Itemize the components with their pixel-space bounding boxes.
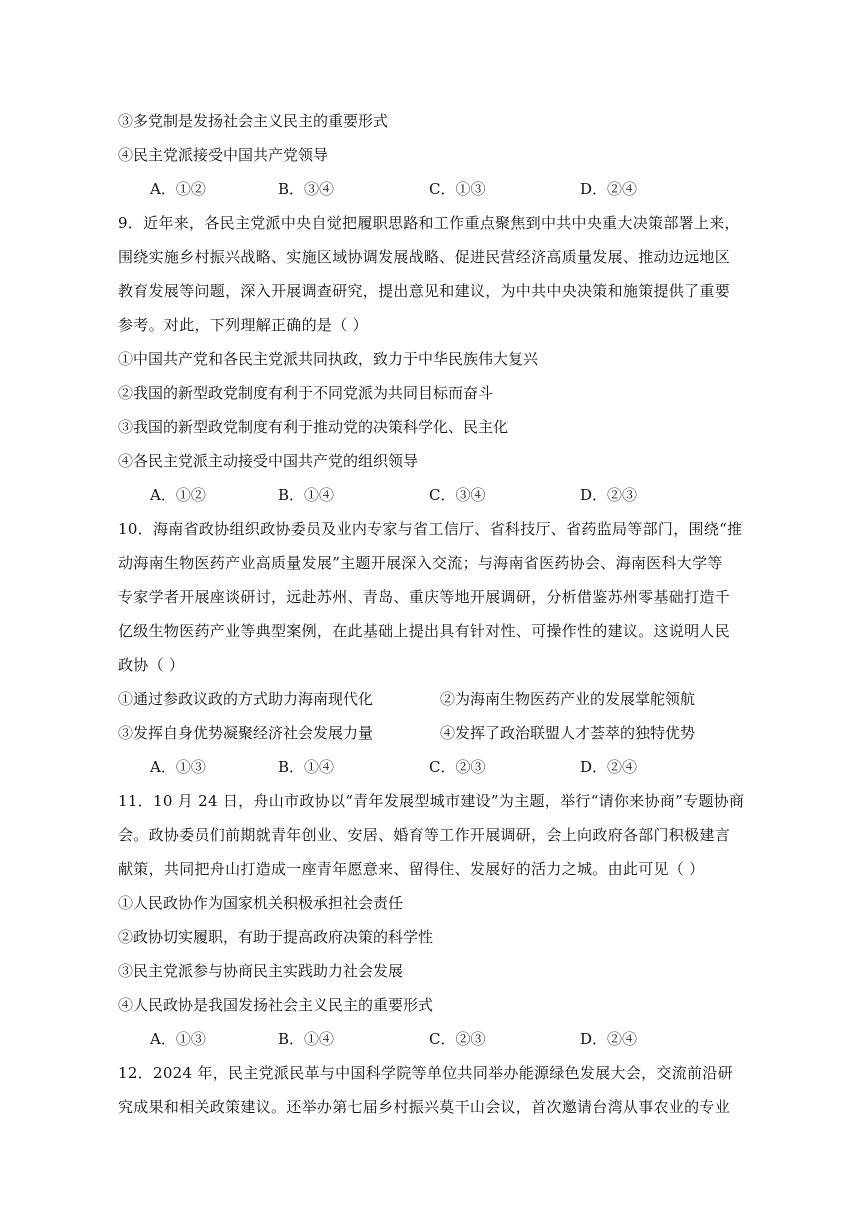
option-line: ③多党制是发扬社会主义民主的重要形式 [118, 112, 389, 130]
choice-b[interactable]: B．①④ [278, 1030, 335, 1048]
option-1: ①通过参政议政的方式助力海南现代化 [118, 690, 374, 708]
question-11 [118, 784, 745, 1056]
choice-b[interactable]: B．③④ [278, 180, 335, 198]
question-stem-line: 10．海南省政协组织政协委员及业内专家与省工信厅、省科技厅、省药监局等部门，围绕“推 [118, 520, 743, 538]
question-stem-line: 亿级生物医药产业等典型案例，在此基础上提出具有针对性、可操作性的建议。这说明人民 [118, 622, 731, 640]
option-2: ②为海南生物医药产业的发展掌舵领航 [440, 690, 696, 708]
option-line: ②我国的新型政党制度有利于不同党派为共同目标而奋斗 [118, 384, 494, 402]
question-stem-line: 政协（ ） [118, 656, 185, 674]
answer-choices [118, 1022, 738, 1056]
answer-choices [118, 478, 738, 512]
option-line: ③我国的新型政党制度有利于推动党的决策科学化、民主化 [118, 418, 509, 436]
choice-c[interactable]: C．③④ [429, 486, 486, 504]
choice-c[interactable]: C．①③ [429, 180, 486, 198]
question-stem-line: 专家学者开展座谈研讨，远赴苏州、青岛、重庆等地开展调研，分析借鉴苏州零基础打造千 [118, 588, 731, 606]
choice-c[interactable]: C．②③ [429, 1030, 486, 1048]
question-stem-line: 会。政协委员们前期就青年创业、安居、婚育等工作开展调研，会上向政府各部门积极建言 [118, 826, 731, 844]
option-line: ④各民主党派主动接受中国共产党的组织领导 [118, 452, 419, 470]
choice-c[interactable]: C．②③ [429, 758, 486, 776]
option-line: ④人民政协是我国发扬社会主义民主的重要形式 [118, 996, 434, 1014]
option-line: ④民主党派接受中国共产党领导 [118, 146, 329, 164]
option-3: ③发挥自身优势凝聚经济社会发展力量 [118, 724, 374, 742]
question-12 [118, 1056, 738, 1124]
question-stem-line: 9．近年来，各民主党派中央自觉把履职思路和工作重点聚焦到中共中央重大决策部署上来， [118, 214, 740, 232]
choice-b[interactable]: B．①④ [278, 758, 335, 776]
option-line: ①人民政协作为国家机关积极承担社会责任 [118, 894, 404, 912]
choice-a[interactable]: A．①③ [150, 1030, 206, 1048]
question-9 [118, 206, 738, 512]
question-stem-line: 12．2024 年，民主党派民革与中国科学院等单位共同举办能源绿色发展大会，交流前沿研 [118, 1064, 733, 1082]
option-line: ③民主党派参与协商民主实践助力社会发展 [118, 962, 404, 980]
option-4: ④发挥了政治联盟人才荟萃的独特优势 [440, 724, 696, 742]
option-row [118, 682, 738, 716]
question-stem-line: 参考。对此，下列理解正确的是（ ） [118, 316, 368, 334]
question-stem-line: 围绕实施乡村振兴战略、实施区域协调发展战略、促进民营经济高质量发展、推动边远地区 [118, 248, 731, 266]
answer-choices [118, 172, 738, 206]
option-line: ①中国共产党和各民主党派共同执政，致力于中华民族伟大复兴 [118, 350, 539, 368]
choice-d[interactable]: D．②③ [580, 486, 638, 504]
question-stem-line: 动海南生物医药产业高质量发展”主题开展深入交流；与海南省医药协会、海南医科大学等 [118, 554, 723, 572]
choice-b[interactable]: B．①④ [278, 486, 335, 504]
question-stem-line: 11．10 月 24 日，舟山市政协以“青年发展型城市建设”为主题，举行“请你来协商”专题协商 [118, 792, 745, 810]
choice-d[interactable]: D．②④ [580, 180, 638, 198]
question-10 [118, 512, 743, 784]
question-stem-line: 究成果和相关政策建议。还举办第七届乡村振兴莫干山会议，首次邀请台湾从事农业的专业 [118, 1098, 731, 1116]
choice-d[interactable]: D．②④ [580, 758, 638, 776]
question-8-tail [118, 104, 738, 206]
exam-page [118, 104, 745, 1124]
question-stem-line: 献策，共同把舟山打造成一座青年愿意来、留得住、发展好的活力之城。由此可见（ ） [118, 860, 705, 878]
option-line: ②政协切实履职，有助于提高政府决策的科学性 [118, 928, 434, 946]
choice-a[interactable]: A．①② [150, 486, 206, 504]
option-row [118, 716, 738, 750]
choice-a[interactable]: A．①② [150, 180, 206, 198]
choice-a[interactable]: A．①③ [150, 758, 206, 776]
question-stem-line: 教育发展等问题，深入开展调查研究，提出意见和建议，为中共中央决策和施策提供了重要 [118, 282, 731, 300]
answer-choices [118, 750, 738, 784]
choice-d[interactable]: D．②④ [580, 1030, 638, 1048]
